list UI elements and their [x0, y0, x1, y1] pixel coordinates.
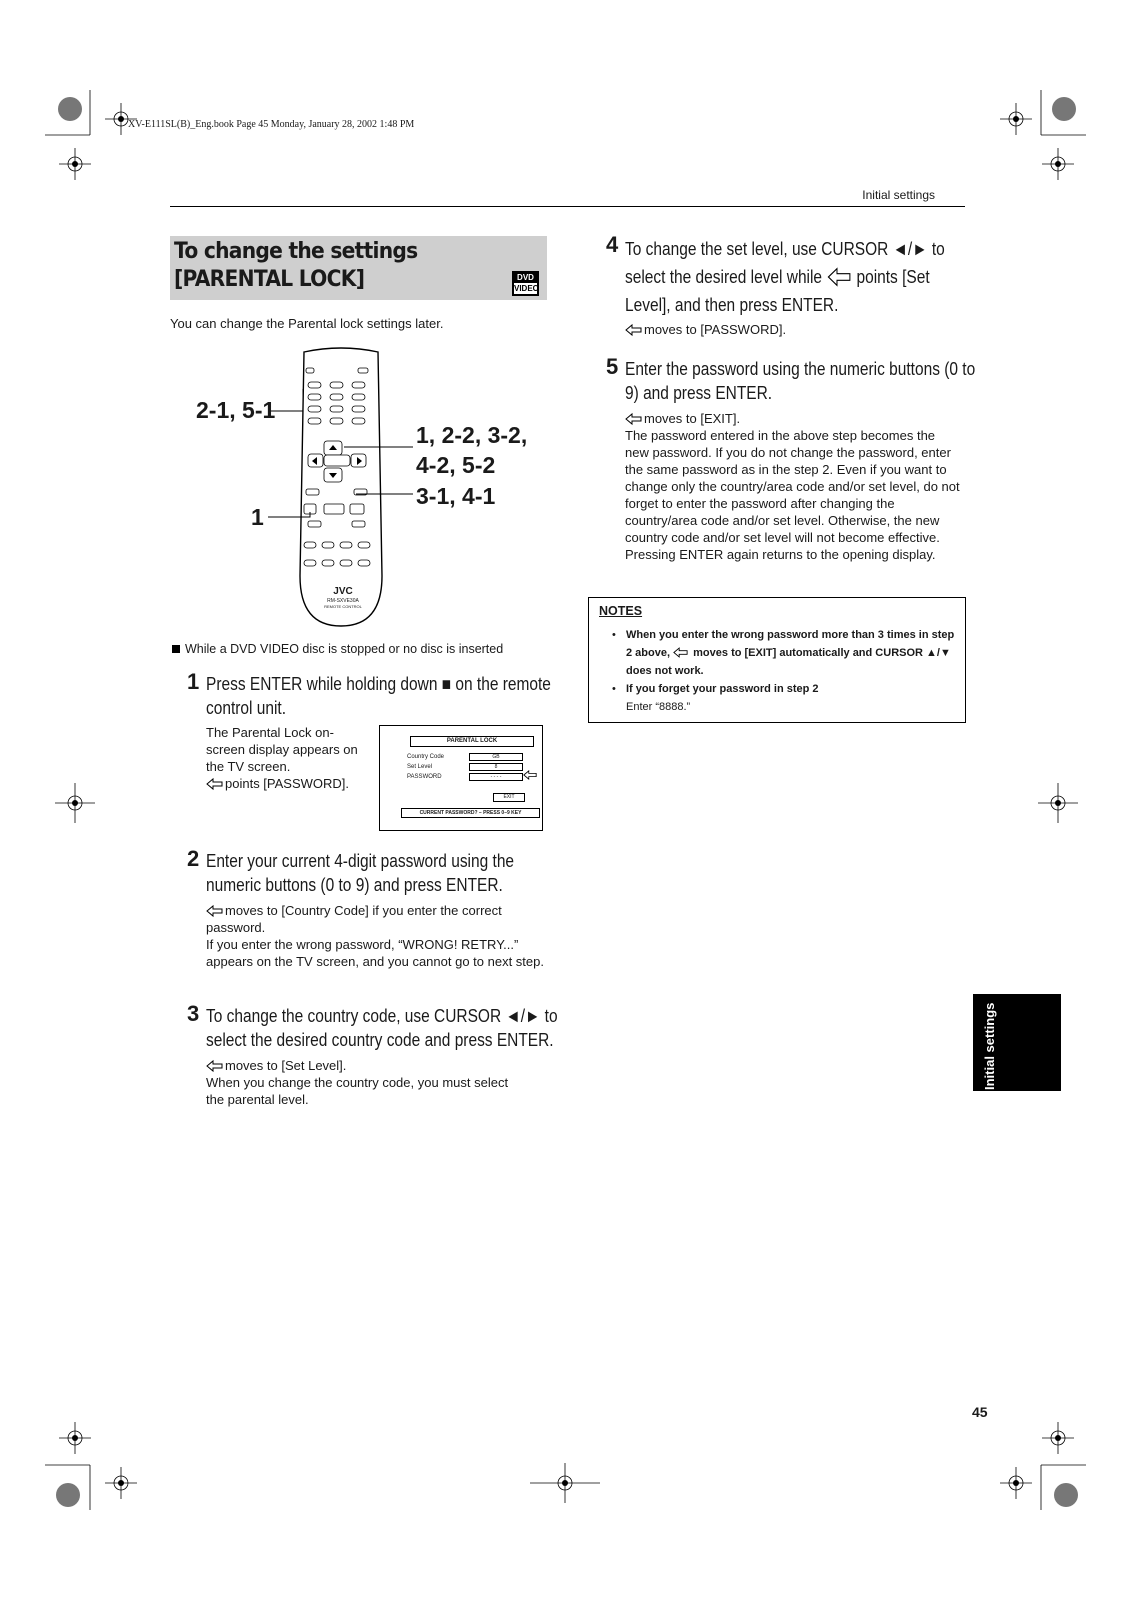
remote-label: REMOTE CONTROL: [324, 604, 362, 609]
step-body: [206, 1057, 526, 1108]
osd-title: PARENTAL LOCK: [410, 736, 534, 747]
osd-country-value: GB: [469, 753, 523, 761]
callout-right-1: 1, 2-2, 3-2,: [416, 422, 528, 448]
note-item: [612, 626, 957, 680]
pointer-arrow-icon: [673, 647, 688, 658]
step-heading: Enter the password using the numeric buttons (0 to 9) and press ENTER.: [625, 359, 976, 403]
page-number: 45: [972, 1404, 988, 1420]
badge-bottom: VIDEO: [514, 284, 539, 293]
step-number: 1: [187, 669, 200, 694]
osd-pointer-arrow-icon: [523, 769, 537, 781]
osd-password-value: - - - -: [469, 773, 523, 781]
step-number: 4: [606, 232, 619, 257]
step-number: 2: [187, 846, 200, 871]
step-3: [187, 1001, 616, 1108]
running-title: Initial settings: [862, 188, 935, 202]
step-body: [625, 410, 960, 563]
step-heading-text: To change the set level, use CURSOR ◄/► to select the desired level while: [625, 239, 945, 287]
step-number: 5: [606, 354, 619, 379]
step-body-text: If you enter the wrong password, “WRONG! RETRY...” appears on the TV screen, and you cannot go to next step.: [206, 937, 544, 969]
remote-model: RM-SXVE30A: [327, 598, 359, 604]
osd-password-label: PASSWORD: [407, 774, 442, 780]
note-body: Enter “8888.”: [626, 701, 691, 713]
section-title: To change the settings [PARENTAL LOCK]: [174, 239, 418, 292]
step-body-text: points [PASSWORD].: [225, 776, 350, 791]
step-body-text: moves to [Set Level].: [225, 1058, 347, 1073]
osd-message: CURRENT PASSWORD? – PRESS 0–9 KEY: [401, 808, 540, 818]
step-2: [187, 846, 616, 970]
osd-level-value: 8: [469, 763, 523, 771]
step-body-text: The password entered in the above step becomes the new password. If you do not change the password, enter the same password as in the step 2. Even if you want to change only the country/area code and/or set level, do not forget to enter the password after changing the country/area code and/or set level. Otherwise, the new country code and/or set level will not become effective.: [625, 428, 960, 545]
step-body: [206, 902, 546, 970]
osd-country-label: Country Code: [407, 754, 445, 760]
square-bullet-icon: [172, 645, 180, 653]
file-header: XV-E111SL(B)_Eng.book Page 45 Monday, January 28, 2002 1:48 PM: [128, 119, 415, 130]
step-body: [625, 321, 955, 338]
osd-level-label: Set Level: [407, 764, 433, 770]
pointer-arrow-icon: [206, 778, 223, 790]
step-body-text: moves to [Country Code] if you enter the correct password.: [206, 903, 502, 935]
step-heading: Press ENTER while holding down ■ on the remote control unit.: [206, 674, 551, 718]
notes-list: [612, 626, 957, 716]
osd-exit-button: EXIT: [493, 793, 525, 802]
step-heading: Enter your current 4-digit password using the numeric buttons (0 to 9) and press ENTER.: [206, 851, 515, 895]
pointer-arrow-icon: [625, 413, 642, 425]
notes-title: NOTES: [599, 604, 643, 618]
step-body-text: The Parental Lock on-screen display appears on the TV screen.: [206, 725, 358, 774]
callout-2-1-5-1: 2-1, 5-1: [196, 397, 276, 423]
badge-top: DVD: [517, 273, 534, 282]
callout-1: 1: [251, 504, 264, 530]
step-body-text: moves to [PASSWORD].: [644, 322, 787, 337]
step-body-text: moves to [EXIT].: [644, 411, 741, 426]
step-heading: [625, 235, 978, 319]
side-tab-label: Initial settings: [982, 1002, 997, 1090]
note-text: When you enter the wrong password more than 3 times in step 2 above,: [626, 629, 955, 659]
remote-brand: JVC: [333, 586, 353, 597]
step-body: [206, 724, 366, 792]
note-item: [612, 680, 957, 698]
pointer-arrow-icon: [206, 1060, 223, 1072]
note-text: If you forget your password in step 2: [626, 683, 819, 695]
pointer-arrow-icon: [206, 905, 223, 917]
parental-lock-osd: [379, 725, 543, 831]
step-heading: To change the country code, use CURSOR ◄/► to select the desired country code and press ENTER.: [206, 1006, 558, 1050]
step-body-text: When you change the country code, you must select the parental level.: [206, 1075, 509, 1107]
step-body-text: Pressing ENTER again returns to the opening display.: [625, 547, 936, 562]
step-heading-text: points [Set Level], and then press ENTER.: [625, 267, 930, 315]
callout-right-3: 3-1, 4-1: [416, 483, 496, 509]
step-4: [606, 232, 1035, 338]
pointer-arrow-icon: [826, 267, 852, 287]
condition-note: [172, 642, 503, 656]
step-number: 3: [187, 1001, 200, 1026]
intro-text: You can change the Parental lock settings later.: [170, 316, 444, 331]
step-5: [606, 354, 1035, 563]
note-text: moves to [EXIT] automatically and CURSOR ▲/▼ does not work.: [626, 647, 951, 677]
pointer-arrow-icon: [625, 324, 642, 336]
condition-text: While a DVD VIDEO disc is stopped or no disc is inserted: [185, 642, 504, 656]
callout-right-2: 4-2, 5-2: [416, 452, 496, 478]
